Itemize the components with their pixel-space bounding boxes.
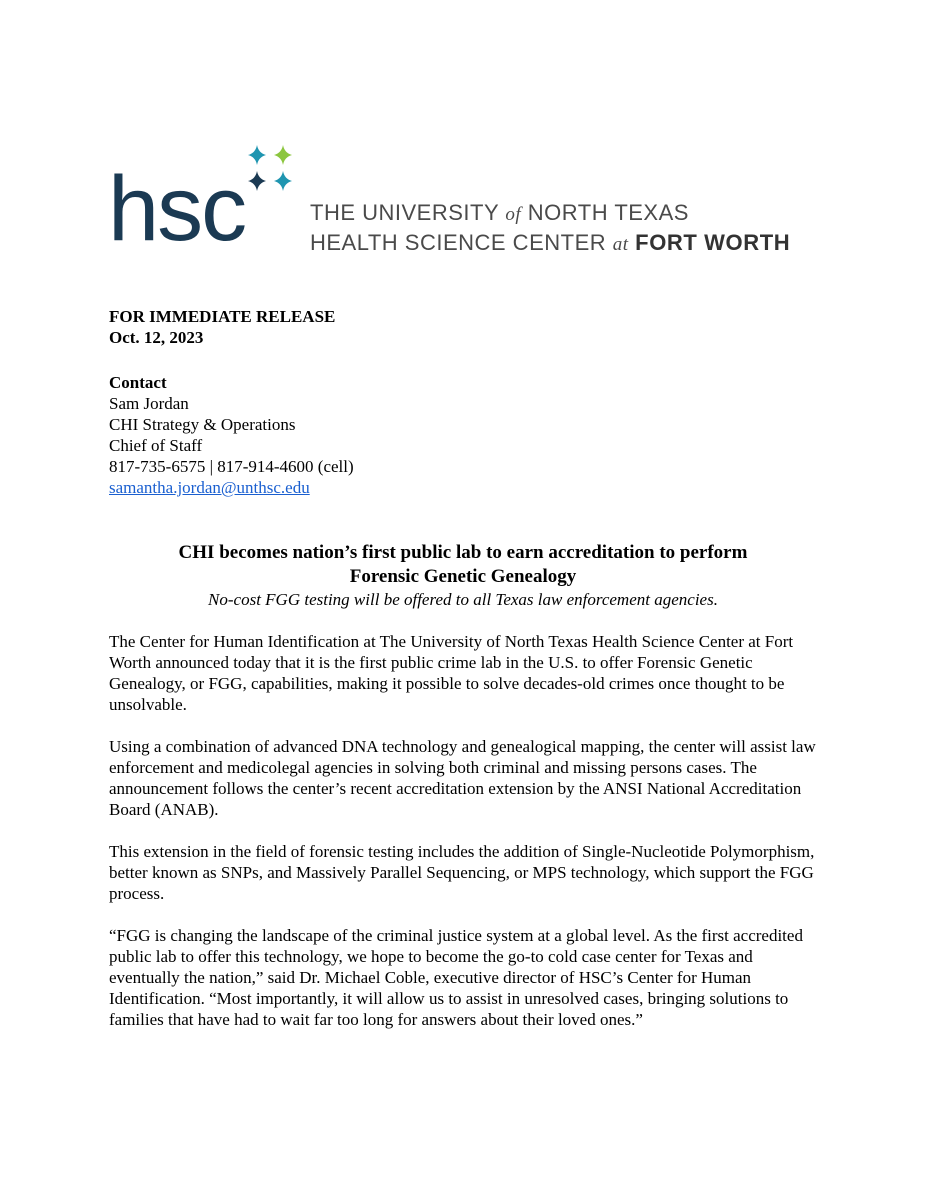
body-paragraph-2: Using a combination of advanced DNA technology and genealogical mapping, the center will assist law enforcement and medicolegal agencies in solving both criminal and missing persons cases. The announcement follows the center’s recent accreditation extension by the ANSI National Accreditation Board (ANAB). bbox=[109, 737, 816, 819]
logo-wordmark: hsc bbox=[108, 158, 246, 260]
logo-line2-at: at bbox=[612, 234, 629, 255]
headline-line-2: Forensic Genetic Genealogy bbox=[349, 566, 577, 587]
contact-heading: Contact bbox=[109, 373, 167, 392]
logo-line-2 bbox=[310, 229, 790, 259]
logo-line1-of: of bbox=[505, 204, 522, 225]
subheadline: No-cost FGG testing will be offered to all Texas law enforcement agencies. bbox=[208, 590, 718, 609]
release-label: FOR IMMEDIATE RELEASE bbox=[109, 307, 336, 326]
contact-role: Chief of Staff bbox=[109, 436, 203, 455]
headline-line-1: CHI becomes nation’s first public lab to earn accreditation to perform bbox=[178, 542, 748, 563]
hsc-logo bbox=[108, 143, 828, 260]
logo-line2-b: FORT WORTH bbox=[635, 230, 791, 255]
logo-line2-a: HEALTH SCIENCE CENTER bbox=[310, 230, 607, 255]
body-paragraph-4: “FGG is changing the landscape of the criminal justice system at a global level. As the first accredited public lab to offer this technology, we hope to become the go-to cold case center for Texas and eventually the nation,” said Dr. Michael Coble, executive director of HSC’s Center for Human Identification. “Most importantly, it will allow us to assist in unresolved cases, bringing solutions to families that have had to wait far too long for answers about their loved ones.” bbox=[109, 926, 803, 1029]
contact-block bbox=[109, 372, 354, 498]
contact-org: CHI Strategy & Operations bbox=[109, 415, 296, 434]
headline bbox=[109, 541, 817, 589]
logo-line1-b: NORTH TEXAS bbox=[527, 200, 689, 225]
contact-phones: 817-735-6575 | 817-914-4600 (cell) bbox=[109, 457, 354, 476]
logo-line1-a: THE UNIVERSITY bbox=[310, 200, 499, 225]
contact-name: Sam Jordan bbox=[109, 394, 189, 413]
body-paragraph-3: This extension in the field of forensic testing includes the addition of Single-Nucleotide Polymorphism, better known as SNPs, and Massively Parallel Sequencing, or MPS technology, which support the FGG process. bbox=[109, 842, 815, 903]
logo-line-1 bbox=[310, 199, 790, 229]
contact-email-link[interactable]: samantha.jordan@unthsc.edu bbox=[109, 478, 310, 497]
release-block bbox=[109, 306, 335, 348]
release-date: Oct. 12, 2023 bbox=[109, 328, 204, 347]
body-paragraph-1: The Center for Human Identification at The University of North Texas Health Science Center at Fort Worth announced today that it is the first public crime lab in the U.S. to offer Forensic Genetic Genealogy, or FGG, capabilities, making it possible to solve decades-old crimes once thought to be unsolvable. bbox=[109, 632, 794, 714]
logo-institution-name bbox=[310, 199, 790, 259]
sparkle-stars-icon bbox=[242, 143, 302, 199]
